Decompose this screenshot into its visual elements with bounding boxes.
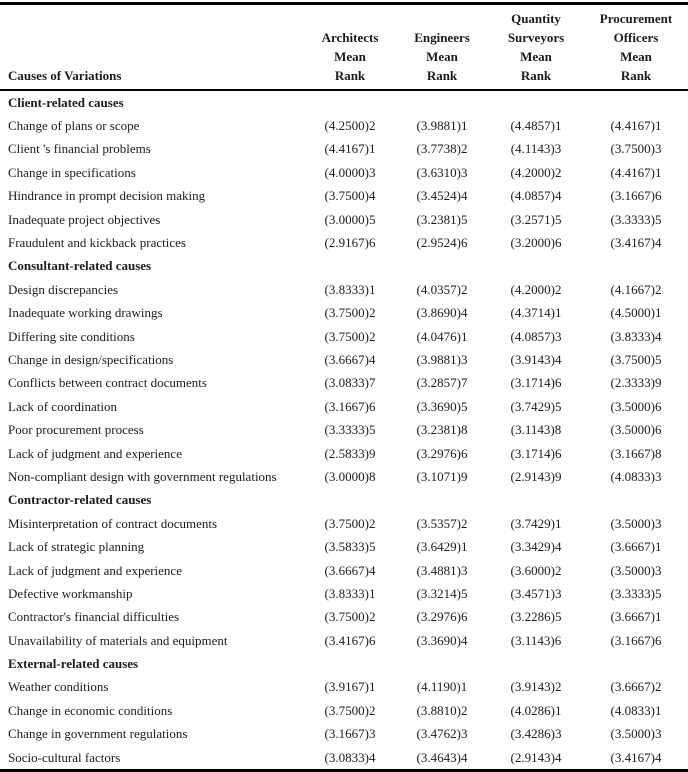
mean-rank-value: (3.6667)1	[610, 539, 662, 555]
column-header-line: Rank	[426, 68, 458, 83]
cause-label: Weather conditions	[8, 679, 109, 695]
mean-rank-value: (3.5000)6	[610, 398, 662, 414]
table-row	[0, 418, 688, 441]
table-row	[0, 325, 688, 348]
section-title: Client-related causes	[8, 94, 124, 110]
mean-rank-value: (2.9167)6	[324, 235, 376, 251]
table-row	[0, 138, 688, 161]
mean-rank-value: (3.7429)1	[510, 515, 562, 531]
mean-rank-value: (3.2976)6	[416, 445, 468, 461]
cause-label: Inadequate working drawings	[8, 305, 163, 321]
cause-label: Lack of judgment and experience	[8, 562, 182, 578]
mean-rank-value: (3.4167)4	[610, 749, 662, 765]
mean-rank-value: (3.0000)8	[324, 468, 376, 484]
mean-rank-value: (3.8333)1	[324, 281, 376, 297]
mean-rank-value: (3.8810)2	[416, 702, 468, 718]
mean-rank-value: (4.2000)2	[510, 164, 562, 180]
table-row	[0, 723, 688, 746]
section-title: External-related causes	[8, 656, 139, 672]
mean-rank-value: (4.4167)1	[610, 118, 662, 134]
mean-rank-value: (3.9167)1	[324, 679, 376, 695]
cause-label: Change in government regulations	[8, 726, 188, 742]
column-header-line: Quantity	[511, 11, 561, 26]
mean-rank-value: (3.2571)5	[510, 211, 562, 227]
column-header-line: Engineers	[414, 30, 470, 45]
table-row	[0, 535, 688, 558]
mean-rank-value: (3.5833)5	[324, 539, 376, 555]
mean-rank-value: (2.9143)9	[510, 468, 562, 484]
mean-rank-value: (3.5000)3	[610, 562, 662, 578]
mean-rank-value: (3.1143)6	[510, 632, 562, 648]
cause-label: Defective workmanship	[8, 585, 133, 601]
mean-rank-value: (4.0357)2	[416, 281, 468, 297]
mean-rank-value: (3.5000)6	[610, 422, 662, 438]
cause-label: Differing site conditions	[8, 328, 135, 344]
cause-label: Change in specifications	[8, 164, 136, 180]
causes-of-variations-table	[0, 2, 688, 772]
column-header-line: Rank	[620, 68, 652, 83]
mean-rank-value: (4.0857)3	[510, 328, 562, 344]
column-header-architects	[304, 4, 396, 91]
section-header-row	[0, 255, 688, 278]
mean-rank-value: (4.4857)1	[510, 118, 562, 134]
mean-rank-value: (3.7500)2	[324, 609, 376, 625]
table-header-row	[0, 4, 688, 91]
table-row	[0, 512, 688, 535]
cause-label: Inadequate project objectives	[8, 211, 161, 227]
mean-rank-value: (3.6667)4	[324, 351, 376, 367]
mean-rank-value: (4.1143)3	[510, 141, 562, 157]
cause-label: Change in economic conditions	[8, 702, 173, 718]
column-header-line: Surveyors	[507, 30, 565, 45]
table-row	[0, 114, 688, 137]
cause-label: Lack of judgment and experience	[8, 445, 182, 461]
mean-rank-value: (3.1714)6	[510, 375, 562, 391]
mean-rank-value: (3.6000)2	[510, 562, 562, 578]
mean-rank-value: (4.0833)3	[610, 468, 662, 484]
mean-rank-value: (4.0857)4	[510, 188, 562, 204]
mean-rank-value: (3.4571)3	[510, 585, 562, 601]
section-header-row	[0, 652, 688, 675]
mean-rank-value: (3.2286)5	[510, 609, 562, 625]
mean-rank-value: (3.3333)5	[324, 422, 376, 438]
mean-rank-value: (3.7429)5	[510, 398, 562, 414]
mean-rank-value: (3.8333)1	[324, 585, 376, 601]
mean-rank-value: (3.5000)3	[610, 515, 662, 531]
column-header-line: Rank	[334, 68, 366, 83]
mean-rank-value: (3.6667)4	[324, 562, 376, 578]
mean-rank-value: (3.4167)6	[324, 632, 376, 648]
mean-rank-value: (3.1667)6	[610, 632, 662, 648]
column-header-line: Procurement	[599, 11, 673, 26]
table-row	[0, 746, 688, 771]
cause-label: Lack of strategic planning	[8, 539, 145, 555]
table-row	[0, 208, 688, 231]
column-header-line: Officers	[613, 30, 659, 45]
cause-label: Poor procurement process	[8, 422, 144, 438]
mean-rank-value: (4.2000)2	[510, 281, 562, 297]
cause-label: Non-compliant design with government regulations	[8, 468, 277, 484]
mean-rank-value: (4.1190)1	[416, 679, 468, 695]
mean-rank-value: (4.5000)1	[610, 305, 662, 321]
column-header-line: Mean	[520, 49, 552, 64]
mean-rank-value: (3.1714)6	[510, 445, 562, 461]
mean-rank-value: (3.3429)4	[510, 539, 562, 555]
mean-rank-value: (3.1667)6	[610, 188, 662, 204]
mean-rank-value: (3.0833)7	[324, 375, 376, 391]
mean-rank-value: (3.7500)2	[324, 328, 376, 344]
mean-rank-value: (4.3714)1	[510, 305, 562, 321]
mean-rank-value: (3.7500)4	[324, 188, 376, 204]
mean-rank-value: (4.1667)2	[610, 281, 662, 297]
mean-rank-value: (3.3690)5	[416, 398, 468, 414]
mean-rank-value: (3.1667)6	[324, 398, 376, 414]
mean-rank-value: (3.7500)2	[324, 305, 376, 321]
mean-rank-value: (3.1667)3	[324, 726, 376, 742]
column-header-line: Mean	[426, 49, 458, 64]
mean-rank-value: (3.3333)5	[610, 585, 662, 601]
cause-label: Contractor's financial difficulties	[8, 609, 180, 625]
mean-rank-value: (2.3333)9	[610, 375, 662, 391]
column-header-causes-of-variations: Causes of Variations	[0, 4, 304, 91]
column-header-line: Mean	[620, 49, 652, 64]
cause-label: Unavailability of materials and equipment	[8, 632, 228, 648]
mean-rank-value: (2.9524)6	[416, 235, 468, 251]
section-title: Consultant-related causes	[8, 258, 152, 274]
mean-rank-value: (3.7500)2	[324, 515, 376, 531]
mean-rank-value: (4.0000)3	[324, 164, 376, 180]
table-row	[0, 629, 688, 652]
table-row	[0, 231, 688, 254]
mean-rank-value: (3.9881)3	[416, 351, 468, 367]
cause-label: Misinterpretation of contract documents	[8, 515, 218, 531]
mean-rank-value: (3.4643)4	[416, 749, 468, 765]
mean-rank-value: (4.2500)2	[324, 118, 376, 134]
mean-rank-value: (3.0833)4	[324, 749, 376, 765]
cause-label: Socio-cultural factors	[8, 749, 121, 765]
mean-rank-value: (3.5357)2	[416, 515, 468, 531]
table-row	[0, 302, 688, 325]
column-header-procurement-officers	[584, 4, 688, 91]
mean-rank-value: (3.1667)8	[610, 445, 662, 461]
table-row	[0, 395, 688, 418]
cause-label: Change of plans or scope	[8, 118, 140, 134]
cause-label: Lack of coordination	[8, 398, 118, 414]
table-row	[0, 582, 688, 605]
section-header-row	[0, 90, 688, 114]
mean-rank-value: (3.2381)8	[416, 422, 468, 438]
mean-rank-value: (3.7738)2	[416, 141, 468, 157]
mean-rank-value: (3.9143)2	[510, 679, 562, 695]
mean-rank-value: (3.2000)6	[510, 235, 562, 251]
cause-label: Conflicts between contract documents	[8, 375, 207, 391]
mean-rank-value: (3.4286)3	[510, 726, 562, 742]
cause-label: Client 's financial problems	[8, 141, 151, 157]
mean-rank-value: (3.6667)1	[610, 609, 662, 625]
table-body	[0, 90, 688, 771]
table-row	[0, 278, 688, 301]
section-title: Contractor-related causes	[8, 492, 152, 508]
column-header-line: Mean	[334, 49, 366, 64]
cause-label: Hindrance in prompt decision making	[8, 188, 206, 204]
mean-rank-value: (3.8690)4	[416, 305, 468, 321]
mean-rank-value: (3.8333)4	[610, 328, 662, 344]
mean-rank-value: (4.0476)1	[416, 328, 468, 344]
mean-rank-value: (3.1071)9	[416, 468, 468, 484]
mean-rank-value: (3.7500)3	[610, 141, 662, 157]
table-row	[0, 161, 688, 184]
mean-rank-value: (3.4881)3	[416, 562, 468, 578]
mean-rank-value: (3.4524)4	[416, 188, 468, 204]
mean-rank-value: (2.5833)9	[324, 445, 376, 461]
mean-rank-value: (3.2857)7	[416, 375, 468, 391]
mean-rank-value: (3.9143)4	[510, 351, 562, 367]
table-row	[0, 676, 688, 699]
section-header-row	[0, 489, 688, 512]
mean-rank-value: (3.4762)3	[416, 726, 468, 742]
column-header-engineers	[396, 4, 488, 91]
mean-rank-value: (3.0000)5	[324, 211, 376, 227]
mean-rank-value: (3.1143)8	[510, 422, 562, 438]
mean-rank-value: (3.6667)2	[610, 679, 662, 695]
mean-rank-value: (3.6429)1	[416, 539, 468, 555]
mean-rank-value: (3.2976)6	[416, 609, 468, 625]
mean-rank-value: (3.7500)5	[610, 351, 662, 367]
mean-rank-value: (2.9143)4	[510, 749, 562, 765]
mean-rank-value: (3.2381)5	[416, 211, 468, 227]
mean-rank-value: (3.3333)5	[610, 211, 662, 227]
mean-rank-value: (4.0833)1	[610, 702, 662, 718]
table-row	[0, 606, 688, 629]
table-row	[0, 559, 688, 582]
mean-rank-value: (3.6310)3	[416, 164, 468, 180]
mean-rank-value: (3.9881)1	[416, 118, 468, 134]
table-row	[0, 185, 688, 208]
column-header-line: Architects	[321, 30, 379, 45]
table-row	[0, 442, 688, 465]
table-row	[0, 465, 688, 488]
table-row	[0, 372, 688, 395]
mean-rank-value: (4.4167)1	[324, 141, 376, 157]
column-header-quantity-surveyors	[488, 4, 584, 91]
table-row	[0, 699, 688, 722]
mean-rank-value: (3.4167)4	[610, 235, 662, 251]
cause-label: Design discrepancies	[8, 281, 119, 297]
mean-rank-value: (4.4167)1	[610, 164, 662, 180]
column-header-line: Rank	[520, 68, 552, 83]
table-row	[0, 348, 688, 371]
cause-label: Fraudulent and kickback practices	[8, 235, 186, 251]
mean-rank-value: (3.3214)5	[416, 585, 468, 601]
mean-rank-value: (3.7500)2	[324, 702, 376, 718]
cause-label: Change in design/specifications	[8, 351, 174, 367]
mean-rank-value: (3.5000)3	[610, 726, 662, 742]
mean-rank-value: (4.0286)1	[510, 702, 562, 718]
mean-rank-value: (3.3690)4	[416, 632, 468, 648]
